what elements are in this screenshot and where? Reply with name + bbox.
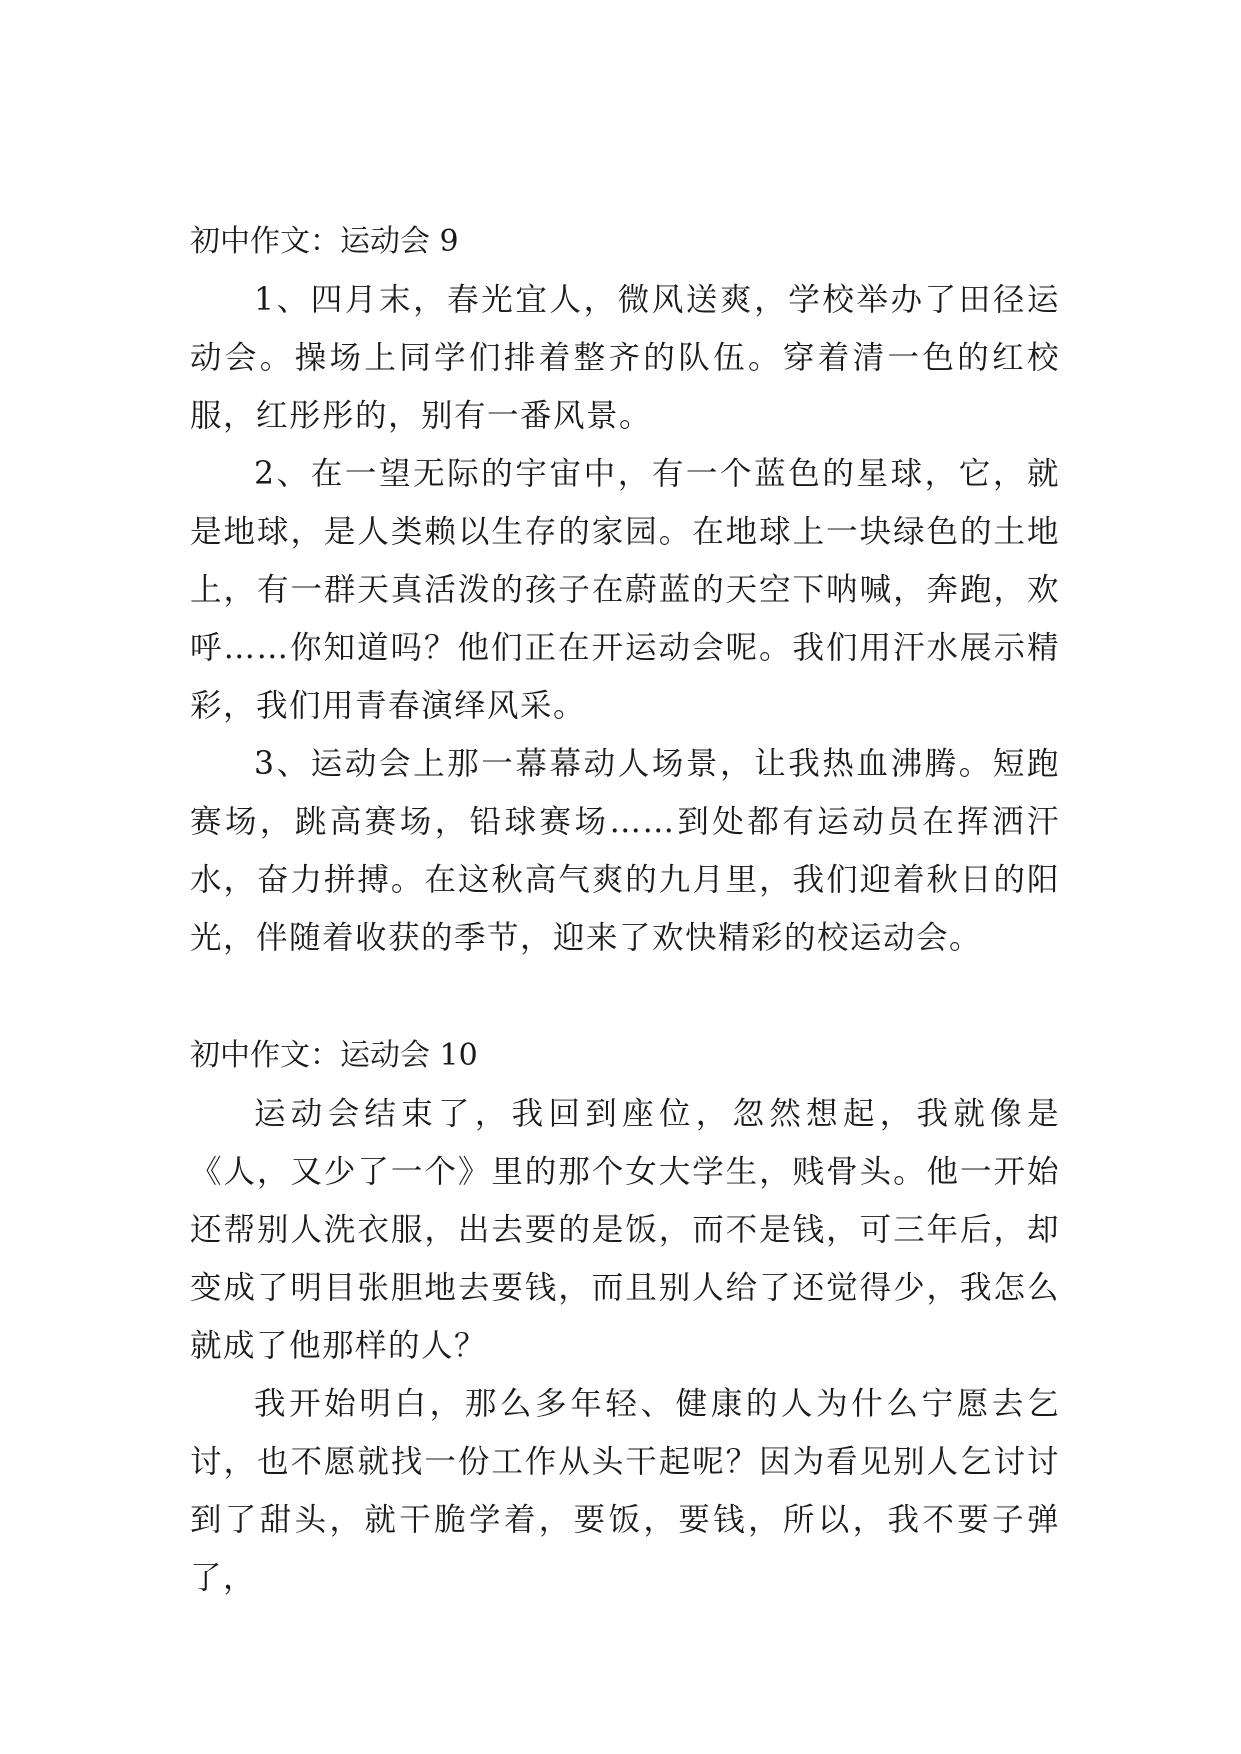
- section-spacer: [190, 967, 1060, 1027]
- paragraph: 1、四月末，春光宜人，微风送爽，学校举办了田径运动会。操场上同学们排着整齐的队伍。穿着清一色的红校服，红彤彤的，别有一番风景。: [190, 282, 1060, 434]
- paragraph: 3、运动会上那一幕幕动人场景，让我热血沸腾。短跑赛场，跳高赛场，铅球赛场……到处都有运动员在挥洒汗水，奋力拼搏。在这秋高气爽的九月里，我们迎着秋日的阳光，伴随着收获的季节，迎来了欢快精彩的校运动会。: [190, 746, 1060, 956]
- essay-section-10: [190, 1027, 1060, 1607]
- document-body: [190, 213, 1060, 1607]
- paragraph: 运动会结束了，我回到座位，忽然想起，我就像是《人，又少了一个》里的那个女大学生，贱骨头。他一开始还帮别人洗衣服，出去要的是饭，而不是钱，可三年后，却变成了明目张胆地去要钱，而且别人给了还觉得少，我怎么就成了他那样的人？: [190, 1096, 1060, 1364]
- paragraph: 2、在一望无际的宇宙中，有一个蓝色的星球，它，就是地球，是人类赖以生存的家园。在地球上一块绿色的土地上，有一群天真活泼的孩子在蔚蓝的天空下呐喊，奔跑，欢呼……你知道吗？他们正在开运动会呢。我们用汗水展示精彩，我们用青春演绎风采。: [190, 456, 1060, 724]
- section-title: 初中作文：运动会 10: [190, 1038, 478, 1073]
- section-title: 初中作文：运动会 9: [190, 224, 459, 259]
- essay-section-9: [190, 213, 1060, 967]
- paragraph: 我开始明白，那么多年轻、健康的人为什么宁愿去乞讨，也不愿就找一份工作从头干起呢？因为看见别人乞讨讨到了甜头，就干脆学着，要饭，要钱，所以，我不要子弹了，: [190, 1386, 1060, 1596]
